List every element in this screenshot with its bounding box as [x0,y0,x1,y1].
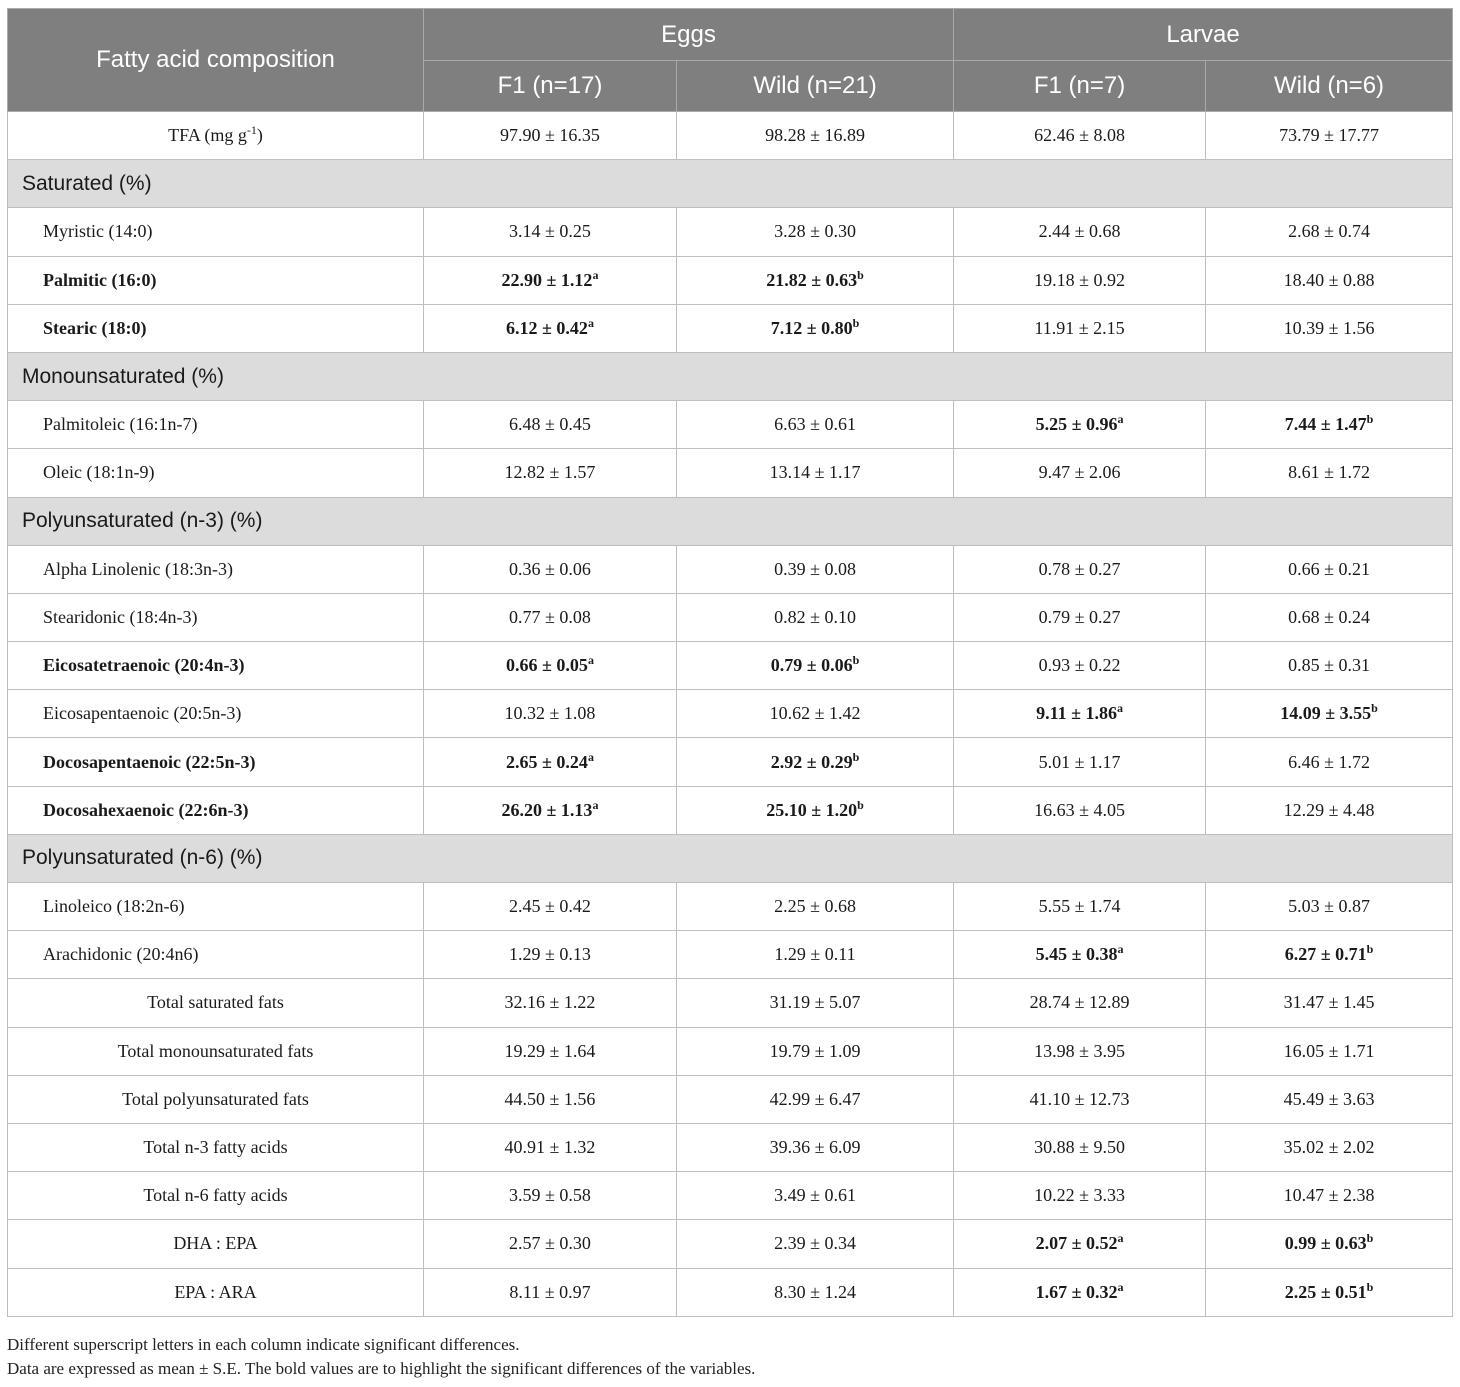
cell-value: 8.61 ± 1.72 [1288,462,1370,483]
table-cell [954,1027,1206,1075]
table-cell [424,690,677,738]
cell-value: 2.25 ± 0.51 [1284,1281,1367,1302]
total-name: Total polyunsaturated fats [8,1075,424,1123]
cell-value: 8.30 ± 1.24 [774,1281,856,1302]
significance-letter: b [1366,1231,1374,1246]
cell-value: 18.40 ± 0.88 [1283,269,1375,290]
cell-value: 9.11 ± 1.86 [1036,703,1117,724]
table-cell [424,256,677,304]
table-cell: 73.79 ± 17.77 [1206,112,1453,160]
cell-value: 10.32 ± 1.08 [504,703,596,724]
total-row [8,1123,1453,1171]
cell-value: 6.63 ± 0.61 [774,414,856,435]
table-cell [1206,449,1453,497]
table-row [8,593,1453,641]
table-cell [677,1172,954,1220]
total-row [8,1268,1453,1316]
cell-value: 5.55 ± 1.74 [1038,896,1121,917]
footnotes [7,1333,1452,1381]
total-name: DHA : EPA [8,1220,424,1268]
fatty-acid-name: Palmitoleic (16:1n-7) [8,401,424,449]
table-cell [424,738,677,786]
section-title: Polyunsaturated (n-6) (%) [8,834,1453,882]
column-header-larvae-wild: Wild (n=6) [1206,61,1453,112]
table-cell [954,449,1206,497]
tfa-label-text: TFA (mg g [168,125,247,146]
table-header [8,9,1453,112]
table-cell [954,931,1206,979]
total-row [8,1027,1453,1075]
cell-value: 1.67 ± 0.32 [1035,1281,1118,1302]
cell-value: 39.36 ± 6.09 [769,1137,861,1158]
significance-letter: a [592,267,599,282]
cell-value: 2.44 ± 0.68 [1038,221,1121,242]
significance-letter: b [1371,701,1378,716]
cell-value: 2.57 ± 0.30 [509,1233,591,1254]
table-row [8,401,1453,449]
table-cell [1206,1027,1453,1075]
table-cell [1206,1268,1453,1316]
section-header-row [8,497,1453,545]
table-row [8,786,1453,834]
table-cell [1206,304,1453,352]
fatty-acid-name: Docosahexaenoic (22:6n-3) [8,786,424,834]
cell-value: 44.50 ± 1.56 [504,1088,596,1109]
cell-value: 19.18 ± 0.92 [1034,269,1125,290]
table-cell: 98.28 ± 16.89 [677,112,954,160]
total-row [8,979,1453,1027]
group-header-eggs: Eggs [424,9,954,61]
table-cell [954,545,1206,593]
table-body [8,112,1453,1317]
table-cell [1206,545,1453,593]
table-cell [954,786,1206,834]
cell-value: 9.47 ± 2.06 [1038,462,1121,483]
table-cell [1206,401,1453,449]
cell-value: 5.01 ± 1.17 [1038,751,1121,772]
column-header-larvae-f1: F1 (n=7) [954,61,1206,112]
tfa-row [8,112,1453,160]
table-cell [954,256,1206,304]
cell-value: 12.82 ± 1.57 [504,462,596,483]
table-cell [954,401,1206,449]
cell-value: 3.49 ± 0.61 [774,1185,856,1206]
fatty-acid-name: Docosapentaenoic (22:5n-3) [8,738,424,786]
table-row [8,304,1453,352]
table-cell [677,1123,954,1171]
cell-value: 0.79 ± 0.06 [770,655,853,676]
total-row [8,1075,1453,1123]
cell-value: 0.93 ± 0.22 [1038,655,1121,676]
table-row [8,208,1453,256]
cell-value: 16.63 ± 4.05 [1034,799,1125,820]
cell-value: 35.02 ± 2.02 [1283,1137,1375,1158]
cell-value: 10.62 ± 1.42 [769,703,861,724]
cell-value: 19.79 ± 1.09 [769,1040,861,1061]
table-row [8,690,1453,738]
cell-value: 21.82 ± 0.63 [766,269,858,290]
significance-letter: a [592,797,599,812]
cell-value: 25.10 ± 1.20 [766,799,858,820]
table-cell [677,979,954,1027]
table-cell [424,931,677,979]
cell-value: 0.66 ± 0.21 [1288,558,1370,579]
table-cell [954,1075,1206,1123]
cell-value: 7.12 ± 0.80 [770,317,853,338]
table-cell: 62.46 ± 8.08 [954,112,1206,160]
table-cell [424,1123,677,1171]
table-cell [1206,883,1453,931]
cell-value: 45.49 ± 3.63 [1283,1088,1375,1109]
table-cell [677,449,954,497]
table-cell [1206,208,1453,256]
fatty-acid-name: Linoleico (18:2n-6) [8,883,424,931]
table-cell [677,1027,954,1075]
table-cell [424,883,677,931]
table-cell [954,304,1206,352]
table-cell [677,256,954,304]
total-row [8,1172,1453,1220]
significance-letter: b [1366,942,1374,957]
table-cell [677,208,954,256]
table-cell [954,1123,1206,1171]
cell-value: 0.36 ± 0.06 [509,558,591,579]
cell-value: 2.45 ± 0.42 [509,896,591,917]
table-cell [424,401,677,449]
table-cell [424,979,677,1027]
section-title: Polyunsaturated (n-3) (%) [8,497,1453,545]
table-cell [954,208,1206,256]
cell-value: 5.45 ± 0.38 [1035,944,1118,965]
cell-value: 0.82 ± 0.10 [774,606,856,627]
cell-value: 0.85 ± 0.31 [1288,655,1370,676]
cell-value: 7.44 ± 1.47 [1284,414,1367,435]
column-header-eggs-f1: F1 (n=17) [424,61,677,112]
cell-value: 0.99 ± 0.63 [1284,1233,1367,1254]
cell-value: 11.91 ± 2.15 [1034,317,1125,338]
total-name: Total n-3 fatty acids [8,1123,424,1171]
cell-value: 0.66 ± 0.05 [506,655,588,676]
table-cell [677,690,954,738]
table-cell [954,593,1206,641]
table-cell [677,304,954,352]
significance-letter: a [1117,942,1124,957]
table-cell [1206,931,1453,979]
cell-value: 2.68 ± 0.74 [1288,221,1370,242]
table-cell [677,931,954,979]
fatty-acid-name: Myristic (14:0) [8,208,424,256]
cell-value: 2.65 ± 0.24 [506,751,588,772]
significance-letter: a [587,653,594,668]
table-cell [954,642,1206,690]
cell-value: 1.29 ± 0.11 [774,944,856,965]
significance-letter: a [1117,1279,1124,1294]
significance-letter: b [1366,1279,1374,1294]
cell-value: 42.99 ± 6.47 [769,1088,861,1109]
cell-value: 6.48 ± 0.45 [509,414,591,435]
row-label-header: Fatty acid composition [8,9,424,112]
table-cell [424,304,677,352]
table-cell [424,1075,677,1123]
table-row [8,642,1453,690]
fatty-acid-name: Alpha Linolenic (18:3n-3) [8,545,424,593]
table-cell [1206,1075,1453,1123]
table-cell [954,738,1206,786]
section-header-row [8,352,1453,400]
cell-value: 10.47 ± 2.38 [1283,1185,1375,1206]
tfa-label-sup: -1 [246,123,257,138]
table-cell [1206,1123,1453,1171]
cell-value: 32.16 ± 1.22 [504,992,596,1013]
total-row [8,1220,1453,1268]
cell-value: 5.03 ± 0.87 [1288,896,1370,917]
significance-letter: b [852,653,860,668]
significance-letter: a [1116,701,1123,716]
table-cell [1206,256,1453,304]
table-cell [424,642,677,690]
table-row [8,449,1453,497]
fatty-acid-name: Stearic (18:0) [8,304,424,352]
tfa-label [8,112,424,160]
table-cell [424,449,677,497]
table-cell [677,786,954,834]
table-cell [1206,1220,1453,1268]
fatty-acid-name: Eicosatetraenoic (20:4n-3) [8,642,424,690]
table-cell [677,1268,954,1316]
tfa-label-end: ) [256,125,263,146]
cell-value: 31.19 ± 5.07 [769,992,861,1013]
cell-value: 14.09 ± 3.55 [1280,703,1372,724]
column-header-eggs-wild: Wild (n=21) [677,61,954,112]
table-cell [1206,593,1453,641]
fatty-acid-name: Palmitic (16:0) [8,256,424,304]
cell-value: 2.25 ± 0.68 [774,896,856,917]
table-cell [954,979,1206,1027]
table-cell [954,1220,1206,1268]
cell-value: 6.12 ± 0.42 [506,317,588,338]
table-cell [1206,979,1453,1027]
footnote-data-expression: Data are expressed as mean ± S.E. The bold values are to highlight the significant differences of the variables. [7,1359,756,1378]
group-header-larvae: Larvae [954,9,1453,61]
table-cell [954,690,1206,738]
table-cell [424,545,677,593]
total-name: Total monounsaturated fats [8,1027,424,1075]
total-name: Total saturated fats [8,979,424,1027]
table-cell [1206,786,1453,834]
fatty-acid-name: Stearidonic (18:4n-3) [8,593,424,641]
cell-value: 13.14 ± 1.17 [769,462,861,483]
table-cell [1206,690,1453,738]
significance-letter: b [857,797,864,812]
cell-value: 16.05 ± 1.71 [1283,1040,1375,1061]
cell-value: 40.91 ± 1.32 [504,1137,596,1158]
total-name: Total n-6 fatty acids [8,1172,424,1220]
cell-value: 3.59 ± 0.58 [509,1185,591,1206]
table-cell [954,1268,1206,1316]
cell-value: 6.27 ± 0.71 [1284,944,1367,965]
cell-value: 5.25 ± 0.96 [1035,414,1118,435]
table-cell [424,593,677,641]
table-row [8,545,1453,593]
table-cell [424,786,677,834]
fatty-acid-name: Arachidonic (20:4n6) [8,931,424,979]
section-header-row [8,834,1453,882]
cell-value: 2.92 ± 0.29 [770,751,853,772]
table-row [8,931,1453,979]
cell-value: 10.22 ± 3.33 [1034,1185,1125,1206]
significance-letter: a [1117,412,1124,427]
table-row [8,256,1453,304]
significance-letter: b [852,749,860,764]
cell-value: 26.20 ± 1.13 [501,799,593,820]
cell-value: 2.07 ± 0.52 [1035,1233,1118,1254]
table-cell [424,1172,677,1220]
cell-value: 0.78 ± 0.27 [1038,558,1121,579]
table-cell [424,1027,677,1075]
table-cell [677,883,954,931]
cell-value: 22.90 ± 1.12 [501,269,593,290]
table-cell [677,593,954,641]
cell-value: 2.39 ± 0.34 [774,1233,856,1254]
cell-value: 30.88 ± 9.50 [1034,1137,1125,1158]
cell-value: 6.46 ± 1.72 [1288,751,1370,772]
table-cell [954,883,1206,931]
cell-value: 13.98 ± 3.95 [1034,1040,1125,1061]
significance-letter: a [1117,1231,1124,1246]
cell-value: 0.79 ± 0.27 [1038,606,1121,627]
fatty-acid-name: Eicosapentaenoic (20:5n-3) [8,690,424,738]
table-cell [677,1075,954,1123]
table-cell [424,208,677,256]
cell-value: 31.47 ± 1.45 [1283,992,1375,1013]
cell-value: 10.39 ± 1.56 [1283,317,1375,338]
table-cell: 97.90 ± 16.35 [424,112,677,160]
cell-value: 12.29 ± 4.48 [1283,799,1375,820]
cell-value: 1.29 ± 0.13 [509,944,591,965]
cell-value: 19.29 ± 1.64 [504,1040,596,1061]
total-name: EPA : ARA [8,1268,424,1316]
table-cell [677,1220,954,1268]
cell-value: 8.11 ± 0.97 [509,1281,591,1302]
fatty-acid-name: Oleic (18:1n-9) [8,449,424,497]
significance-letter: b [852,315,860,330]
table-cell [677,738,954,786]
cell-value: 0.68 ± 0.24 [1288,606,1370,627]
section-title: Saturated (%) [8,160,1453,208]
table-cell [1206,642,1453,690]
cell-value: 3.14 ± 0.25 [509,221,591,242]
significance-letter: a [587,749,594,764]
significance-letter: a [587,315,594,330]
section-title: Monounsaturated (%) [8,352,1453,400]
table-cell [1206,1172,1453,1220]
table-cell [677,401,954,449]
cell-value: 28.74 ± 12.89 [1029,992,1130,1013]
fatty-acid-table [7,8,1453,1317]
cell-value: 0.77 ± 0.08 [509,606,591,627]
table-cell [424,1220,677,1268]
table-row [8,738,1453,786]
cell-value: 3.28 ± 0.30 [774,221,856,242]
cell-value: 0.39 ± 0.08 [774,558,856,579]
cell-value: 41.10 ± 12.73 [1029,1088,1130,1109]
table-cell [677,642,954,690]
table-row [8,883,1453,931]
footnote-significance: Different superscript letters in each column indicate significant differences. [7,1335,520,1354]
table-cell [677,545,954,593]
table-cell [1206,738,1453,786]
significance-letter: b [857,267,864,282]
section-header-row [8,160,1453,208]
table-cell [954,1172,1206,1220]
significance-letter: b [1366,412,1374,427]
table-cell [424,1268,677,1316]
